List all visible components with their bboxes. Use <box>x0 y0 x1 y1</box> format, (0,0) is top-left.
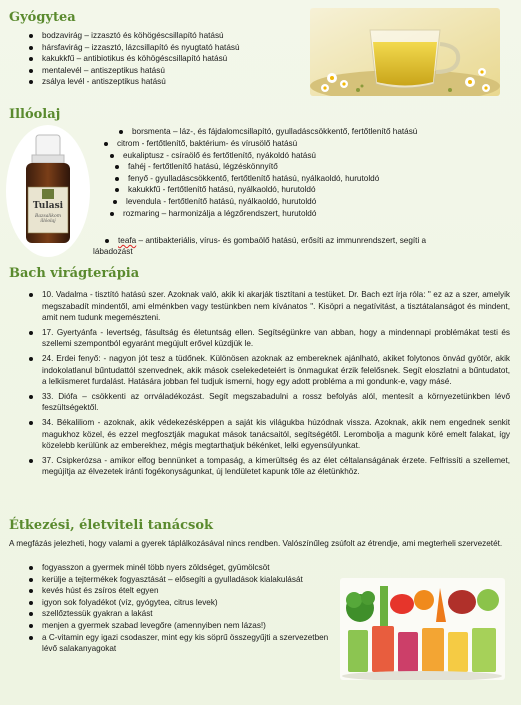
list-item: mentalevél – antiszeptikus hatású <box>42 65 302 77</box>
list-item: szellőztessük gyakran a lakást <box>42 608 332 620</box>
list-item: kerülje a tejtermékek fogyasztását – elősegíti a gyulladások kialakulását <box>42 574 332 586</box>
list-item: kakukkfű - fertőtlenítő hatású, nyálkaoldó, hurutoldó <box>128 184 507 196</box>
illoolaj-list-2 <box>117 138 507 219</box>
list-item: igyon sok folyadékot (víz, gyógytea, citrus levek) <box>42 597 332 609</box>
list-item: 34. Békaliliom - azoknak, akik védekezésképpen a saját kis világukba húzódnak vissza. Azoknak, akik nem engednek senkit magukhoz közel, és ezzel megfosztják magukat mások tanácsaitól, segítségétől. Lerombolja a magunk köré emelt falakat, így közelebb kerülünk az emberekhez, mégis megtarthatjuk békénket, lelki egyensúlyunkat. <box>42 417 510 451</box>
list-item: citrom - fertőtlenítő, baktérium- és vírusölő hatású <box>117 138 507 150</box>
etkezesi-list <box>42 562 332 655</box>
herbal-tea-photo <box>310 8 500 96</box>
list-item: menjen a gyermek szabad levegőre (amennyiben nem lázas!) <box>42 620 332 632</box>
list-item: eukaliptusz - csíraölő és fertőtlenítő, nyákoldó hatású <box>123 150 507 162</box>
list-item: fahéj - fertőtlenítő hatású, légzéskönnyítő <box>128 161 507 173</box>
list-item: bodzavirág – izzasztó és köhögéscsillapító hatású <box>42 30 302 42</box>
bach-list <box>42 289 510 481</box>
etkezesi-heading: Étkezési, életviteli tanácsok <box>9 518 214 533</box>
list-item: levendula - fertőtlenítő hatású, nyálkaoldó, hurutoldó <box>126 196 507 208</box>
list-item: fogyasszon a gyermek minél több nyers zöldséget, gyümölcsöt <box>42 562 332 574</box>
list-item: fenyő - gyulladáscsökkentő, fertőtlenítő hatású, nyálkaoldó, hurutoldó <box>128 173 507 185</box>
list-item: rozmaring – harmonizálja a légzőrendszert, hurutoldó <box>123 208 507 220</box>
illoolaj-list-1 <box>132 126 512 138</box>
list-item: zsálya levél - antiszeptikus hatású <box>42 76 302 88</box>
bottle-sublabel: Bazsalikom illóolaj <box>35 214 61 224</box>
list-item: 33. Diófa – csökkenti az orrváladékozást. Segít megszabadulni a rossz befolyás alól, mentesít a környezetünkben lévő feszültségektől. <box>42 391 510 413</box>
teafa-continuation: lábadozást <box>93 247 133 256</box>
bottle-label: Tulasi <box>32 201 64 211</box>
illoolaj-list-3 <box>118 235 508 247</box>
list-item: hársfavirág – izzasztó, lázcsillapító és nyugtató hatású <box>42 42 302 54</box>
illoolaj-heading: Illóolaj <box>9 107 61 122</box>
list-item <box>118 235 508 247</box>
list-item: kakukkfű – antibiotikus és köhögéscsillapító hatású <box>42 53 302 65</box>
vegetables-juice-photo <box>340 578 505 680</box>
list-item: kevés húst és zsíros ételt egyen <box>42 585 332 597</box>
essential-oil-bottle <box>6 125 90 257</box>
etkezesi-intro: A megfázás jelezheti, hogy valami a gyerek táplálkozásával nincs rendben. Valószínűleg zsúfolt az étrendje, ami megterheli szervezetét. <box>9 539 503 548</box>
list-item: 10. Vadalma - tisztító hatású szer. Azoknak való, akik ki akarják tisztítani a testüket. Dr. Bach ezt írja róla: " ez az a szer, amelyik megszabadít mindentől, ami elménkben vagy testünkben nem kívánatos ". Kisöpri a negatívitást, a tisztátalanságot és mindent, amit nem tudunk megemészteni. <box>42 290 510 323</box>
gyogytea-list <box>42 30 302 88</box>
list-item: 17. Gyertyánfa - levertség, fásultság és életuntság ellen. Segítségünkre van abban, hogy a mindennapi problémákat testi és szellemi szempontból egyaránt megújult erővel küzdjük le. <box>42 327 510 349</box>
list-item: 24. Erdei fenyő: - nagyon jót tesz a tüdőnek. Különösen azoknak az embereknek ajánlható, akiket folytonos önvád gyötör, akik indokolatlanul bűntudattól szenvednek, akik mások cselekedeteiért is önmagukat érzik felelősnek. Segít eloszlatni a bűntudatot, a lelkiismeret furdalást. Hatására jobban fel tudjuk ismerni, hogy egy adott probléma a mi gondunk-e, vagy másé. <box>42 353 510 387</box>
list-item: a C-vitamin egy igazi csodaszer, mint egy kis söprű összegyűjti a szervezetben lévő salakanyagokat <box>42 632 332 655</box>
list-item: borsmenta – láz-, és fájdalomcsillapító, gyulladáscsökkentő, fertőtlenítő hatású <box>132 126 512 138</box>
gyogytea-heading: Gyógytea <box>9 10 76 25</box>
list-item: 37. Csipkerózsa - amikor elfog bennünket a tompaság, a kimerültség és az élet céltalanságának érzete. Felfrissíti a szellemet, megújítja az élvezetek iránti fogékonyságunkat, új lendületet kapunk tőle az életünkhöz. <box>42 455 510 477</box>
teafa-desc: – antibakteriális, vírus- és gombaölő hatású, erősíti az immunrendszert, segíti a <box>136 236 427 245</box>
teafa-word: teafa <box>118 236 137 245</box>
bach-heading: Bach virágterápia <box>9 266 140 281</box>
